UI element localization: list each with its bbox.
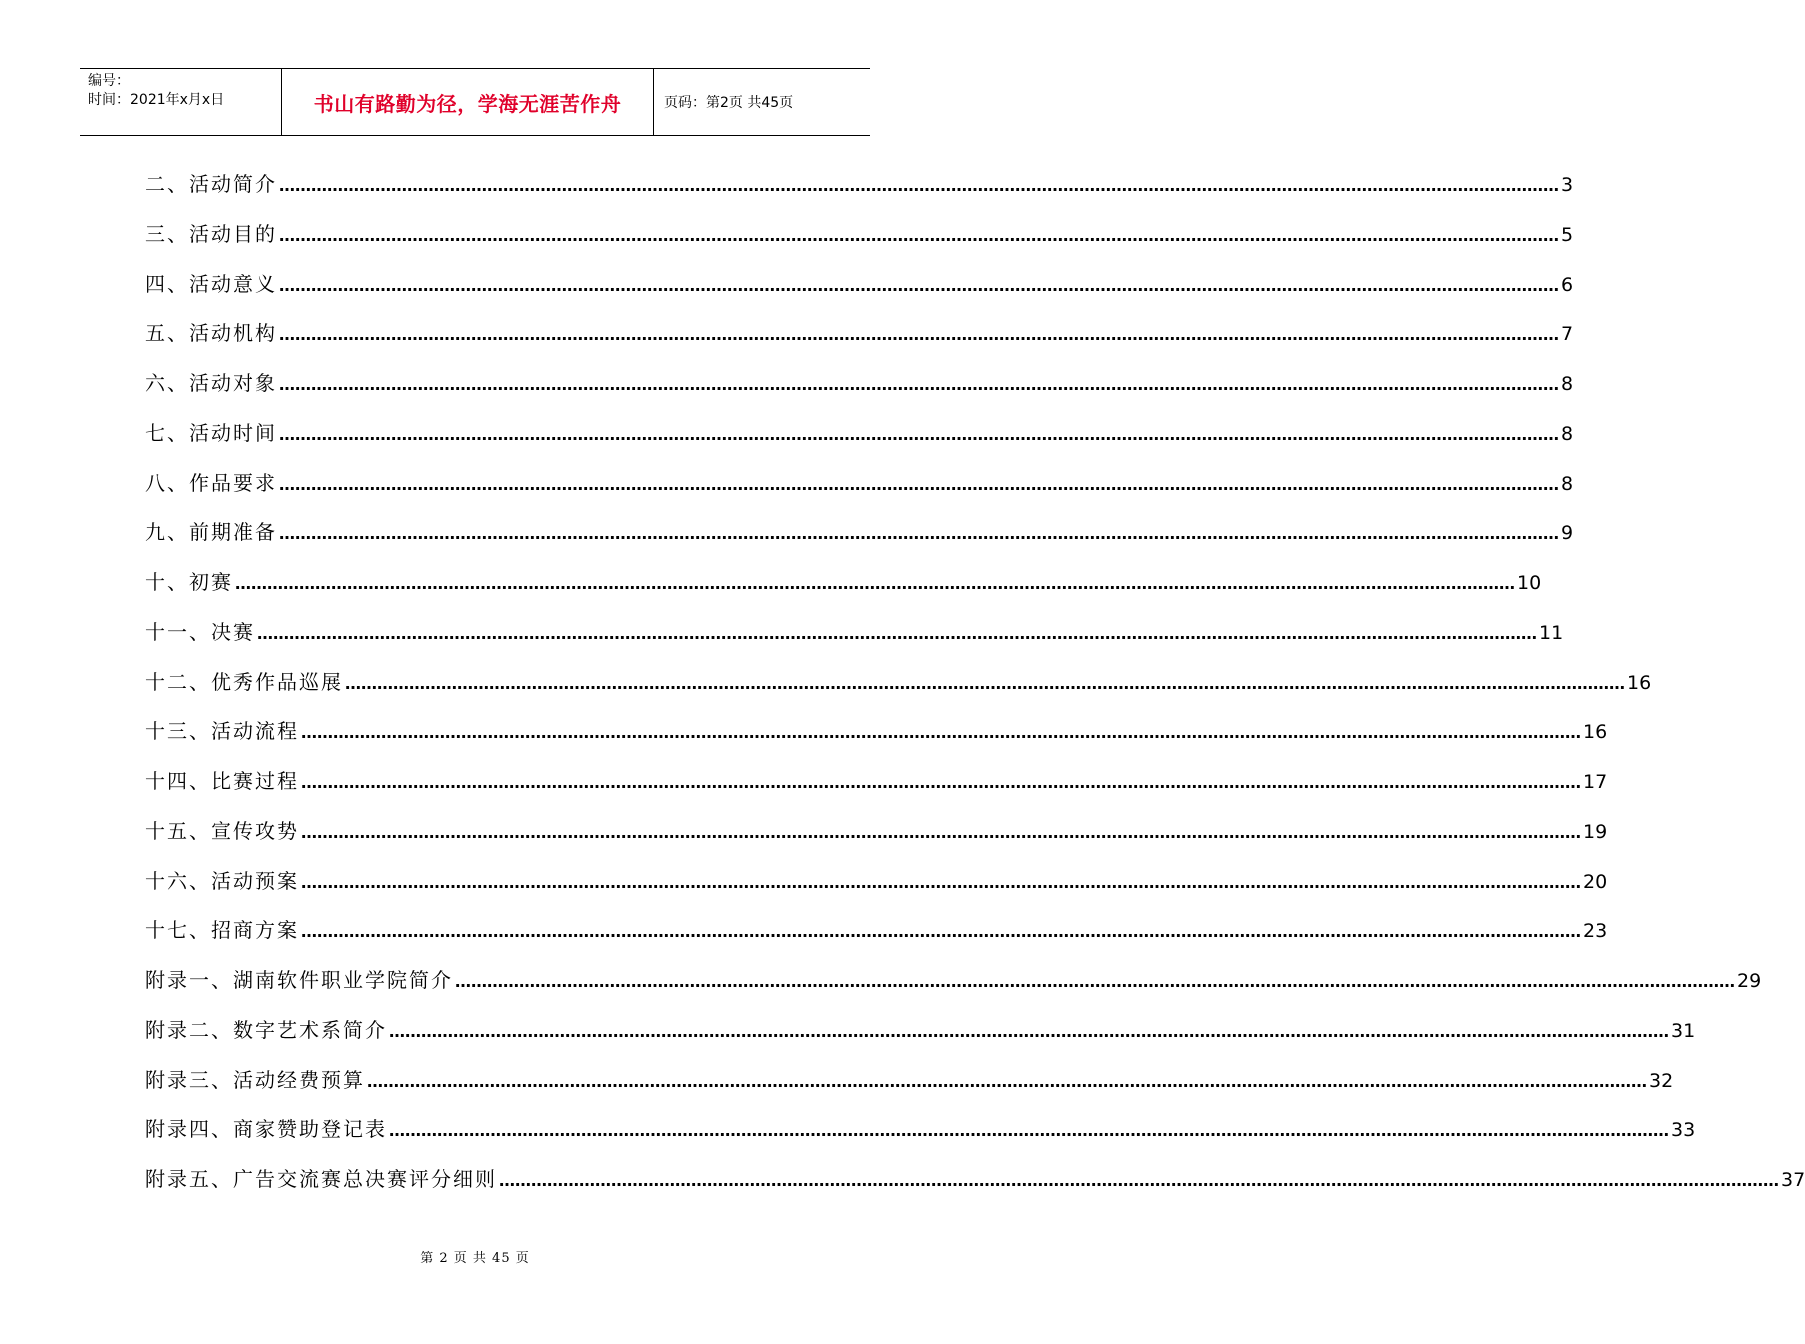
header-meta [80, 69, 282, 135]
toc-leader-dots: …………………………………………………………………………………………………………………………………………………………………………………………………………………… [345, 673, 1625, 693]
toc-leader-dots: …………………………………………………………………………………………………………………………………………………………………………………………………………………… [235, 574, 1515, 593]
toc-entry[interactable] [145, 757, 1608, 807]
toc-entry-page: 3 [1561, 174, 1574, 196]
toc-entry[interactable] [145, 956, 1762, 1006]
toc-leader-dots: …………………………………………………………………………………………………………………………………………………………………………………………………………………… [301, 723, 1581, 743]
toc-entry-page: 33 [1671, 1119, 1696, 1142]
toc-leader-dots: …………………………………………………………………………………………………………………………………………………………………………………………………………………… [389, 1121, 1669, 1141]
toc-leader-dots: …………………………………………………………………………………………………………………………………………………………………………………………………………………… [279, 225, 1559, 245]
page-footer: 第 2 页 共 45 页 [420, 1251, 530, 1266]
header-page-info: 页码：第2页 共45页 [664, 95, 794, 111]
header-motto: 书山有路勤为径，学海无涯苦作舟 [313, 91, 622, 116]
toc-entry-label: 五、活动机构 [145, 321, 277, 346]
toc-entry-label: 附录二、数字艺术系简介 [145, 1017, 387, 1042]
toc-leader-dots: …………………………………………………………………………………………………………………………………………………………………………………………………………………… [279, 275, 1559, 295]
toc-leader-dots: …………………………………………………………………………………………………………………………………………………………………………………………………………………… [279, 325, 1559, 345]
toc-entry[interactable] [145, 707, 1608, 757]
toc-entry-page: 8 [1561, 472, 1574, 495]
toc-entry[interactable] [145, 608, 1564, 658]
toc-entry-page: 16 [1627, 671, 1652, 694]
toc-leader-dots: …………………………………………………………………………………………………………………………………………………………………………………………………………………… [455, 972, 1735, 991]
toc-entry-page: 16 [1583, 721, 1608, 744]
table-of-contents [145, 160, 1805, 1205]
toc-entry[interactable] [145, 309, 1574, 359]
toc-leader-dots: …………………………………………………………………………………………………………………………………………………………………………………………………………………… [301, 872, 1581, 892]
toc-leader-dots: …………………………………………………………………………………………………………………………………………………………………………………………………………………… [279, 524, 1559, 544]
toc-entry-label: 六、活动对象 [145, 371, 277, 395]
toc-entry-page: 19 [1583, 820, 1608, 843]
toc-leader-dots: …………………………………………………………………………………………………………………………………………………………………………………………………………………… [367, 1071, 1647, 1091]
toc-entry[interactable] [145, 409, 1574, 459]
toc-leader-dots: …………………………………………………………………………………………………………………………………………………………………………………………………………………… [257, 623, 1537, 643]
page-header [80, 68, 870, 136]
toc-entry-label: 十六、活动预案 [145, 868, 299, 893]
toc-entry-label: 附录四、商家赞助登记表 [145, 1117, 387, 1142]
toc-entry[interactable] [145, 658, 1652, 708]
toc-leader-dots: …………………………………………………………………………………………………………………………………………………………………………………………………………………… [279, 474, 1559, 494]
toc-leader-dots: …………………………………………………………………………………………………………………………………………………………………………………………………………………… [279, 375, 1559, 394]
toc-entry-page: 23 [1583, 920, 1608, 943]
toc-entry-label: 十二、优秀作品巡展 [145, 669, 343, 694]
toc-entry[interactable] [145, 906, 1608, 956]
toc-leader-dots: …………………………………………………………………………………………………………………………………………………………………………………………………………………… [279, 424, 1559, 444]
toc-entry-label: 十一、决赛 [145, 619, 255, 644]
toc-leader-dots: …………………………………………………………………………………………………………………………………………………………………………………………………………………… [389, 1021, 1669, 1041]
toc-entry-page: 20 [1583, 870, 1608, 893]
toc-entry-label: 十、初赛 [145, 570, 233, 594]
header-page-info-cell [654, 69, 870, 135]
toc-entry-page: 5 [1561, 223, 1574, 246]
toc-entry[interactable] [145, 857, 1608, 907]
toc-entry[interactable] [145, 260, 1574, 310]
toc-entry-page: 17 [1583, 771, 1608, 793]
toc-entry[interactable] [145, 1105, 1696, 1155]
toc-leader-dots: …………………………………………………………………………………………………………………………………………………………………………………………………………………… [301, 922, 1581, 942]
toc-entry-label: 附录五、广告交流赛总决赛评分细则 [145, 1167, 497, 1191]
toc-entry[interactable] [145, 160, 1574, 210]
toc-entry-label: 十五、宣传攻势 [145, 818, 299, 843]
toc-entry-label: 二、活动简介 [145, 172, 277, 196]
toc-entry[interactable] [145, 210, 1574, 260]
toc-leader-dots: …………………………………………………………………………………………………………………………………………………………………………………………………………………… [279, 176, 1559, 195]
toc-entry-page: 11 [1539, 621, 1564, 644]
toc-entry[interactable] [145, 359, 1574, 409]
toc-entry-page: 31 [1671, 1019, 1696, 1042]
toc-entry-page: 7 [1561, 323, 1574, 346]
toc-entry-label: 七、活动时间 [145, 420, 277, 445]
toc-entry-page: 10 [1517, 572, 1542, 594]
toc-entry-page: 32 [1649, 1069, 1674, 1092]
toc-entry-label: 附录三、活动经费预算 [145, 1067, 365, 1092]
toc-entry-page: 29 [1737, 970, 1762, 992]
toc-entry-label: 十三、活动流程 [145, 719, 299, 744]
toc-entry-page: 37 [1781, 1169, 1805, 1191]
toc-entry-label: 十四、比赛过程 [145, 769, 299, 793]
toc-entry-label: 附录一、湖南软件职业学院简介 [145, 968, 453, 992]
toc-entry[interactable] [145, 1006, 1696, 1056]
toc-entry-page: 6 [1561, 273, 1574, 296]
toc-entry-label: 三、活动目的 [145, 221, 277, 246]
toc-entry[interactable] [145, 1056, 1674, 1106]
toc-entry[interactable] [145, 459, 1574, 509]
toc-leader-dots: …………………………………………………………………………………………………………………………………………………………………………………………………………………… [301, 822, 1581, 842]
toc-entry[interactable] [145, 807, 1608, 857]
toc-entry-label: 四、活动意义 [145, 271, 277, 296]
toc-entry-label: 十七、招商方案 [145, 918, 299, 943]
toc-leader-dots: …………………………………………………………………………………………………………………………………………………………………………………………………………………… [301, 773, 1581, 792]
toc-entry-page: 8 [1561, 373, 1574, 395]
toc-entry[interactable] [145, 1155, 1805, 1205]
document-number-label: 编号： [88, 73, 130, 89]
toc-entry[interactable] [145, 558, 1542, 608]
toc-entry-page: 9 [1561, 522, 1574, 545]
toc-entry-label: 九、前期准备 [145, 520, 277, 545]
header-motto-cell [282, 69, 654, 135]
toc-entry-page: 8 [1561, 422, 1574, 445]
toc-entry[interactable] [145, 508, 1574, 558]
toc-entry-label: 八、作品要求 [145, 470, 277, 495]
toc-leader-dots: …………………………………………………………………………………………………………………………………………………………………………………………………………………… [499, 1171, 1779, 1190]
document-time-label: 时间：2021年x月x日 [88, 92, 225, 108]
